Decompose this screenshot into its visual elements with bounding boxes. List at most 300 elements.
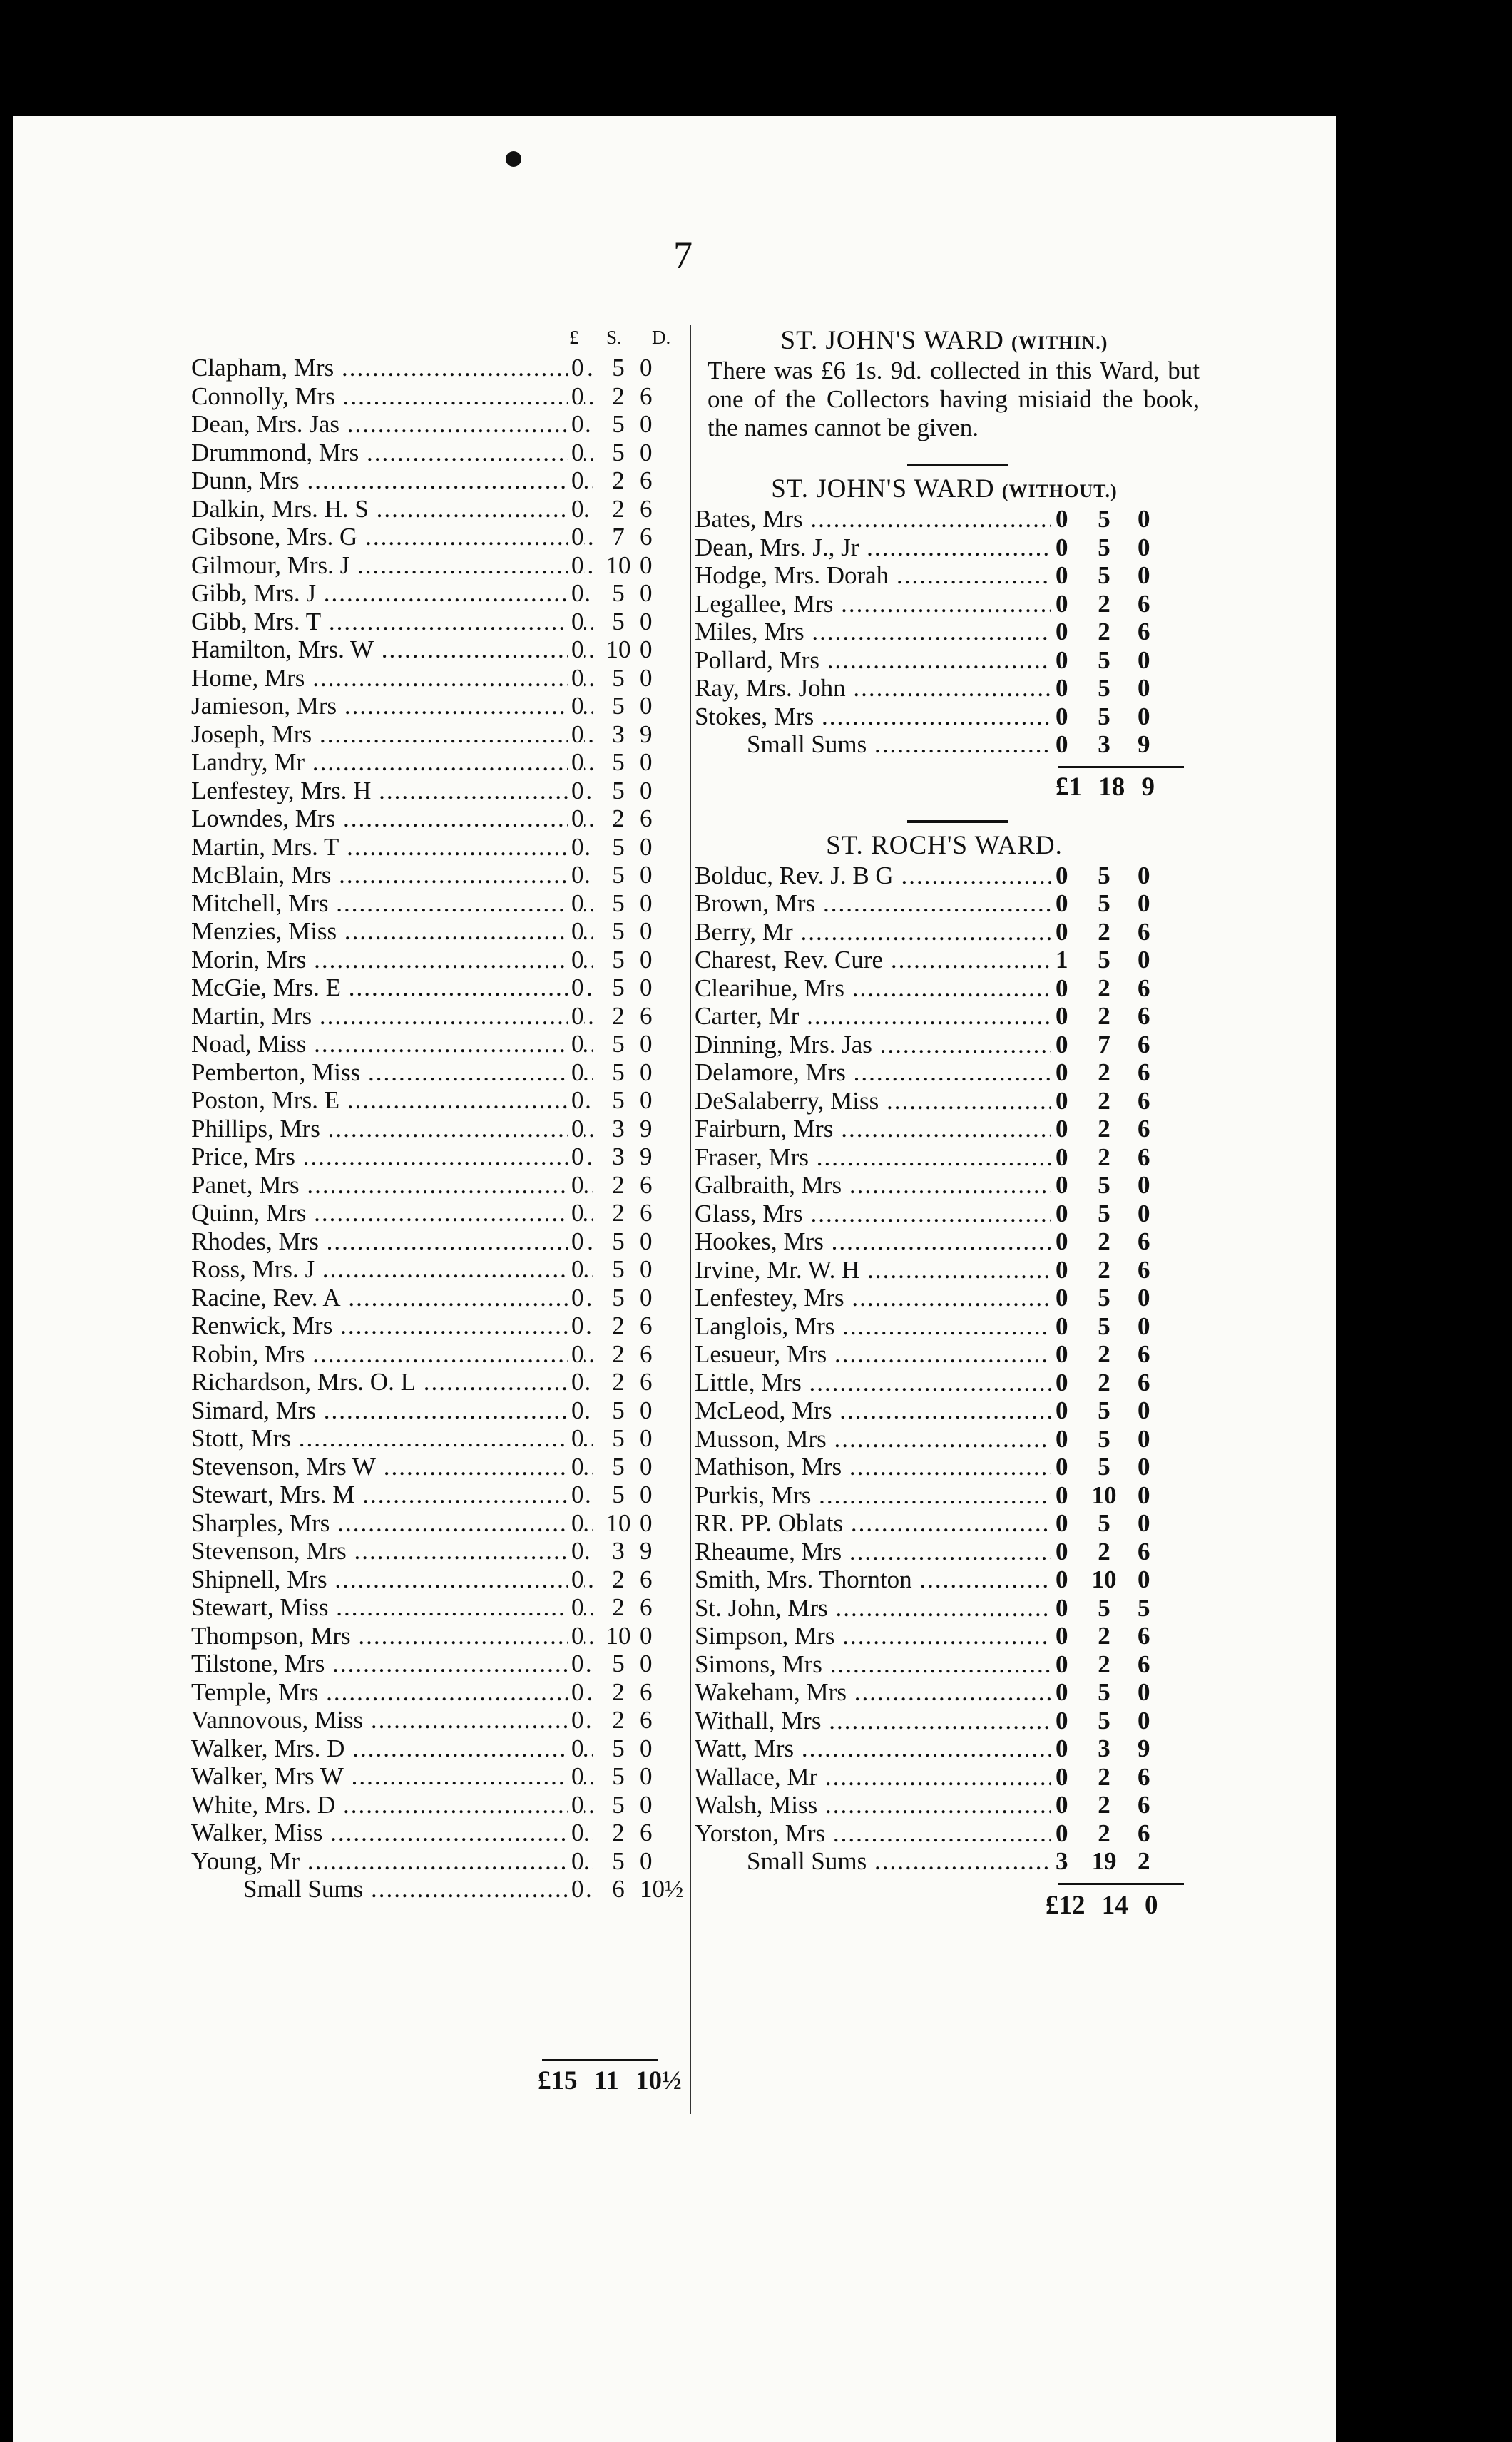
pounds-value: 0 [1053,1002,1068,1031]
subscriber-name: Dean, Mrs. Jas [191,410,340,438]
pence-value: 6 [637,1368,653,1396]
pence-value: 6 [637,1002,653,1031]
pounds-value: 0 [568,495,584,523]
subscriber-row [191,720,673,749]
shillings-value: 10 [601,551,633,580]
subscriber-row [191,946,673,974]
pounds-value: 0 [568,720,584,749]
subscriber-name-cell [191,1622,593,1650]
pounds-value: 0 [568,1791,584,1819]
shillings-value: 7 [601,523,633,551]
shillings-value: 5 [1080,505,1125,533]
subscriber-name: Vannovous, Miss [191,1706,364,1734]
shillings-value: 3 [601,1115,633,1143]
pounds-value: 0 [568,635,584,664]
pence-value: 0 [1135,703,1150,731]
ward-within-note: There was £6 1s. 9d. collected in this Ward, but one of the Collectors having misiaid the book, the names cannot be given. [708,357,1200,441]
shillings-value: 5 [601,1762,633,1791]
pence-value: 9 [637,1143,653,1171]
pounds-value: 0 [568,1002,584,1031]
shillings-value: 10 [1080,1481,1125,1510]
ward-roch-total-rule [1058,1883,1184,1885]
subscriber-name: Walker, Miss [191,1819,323,1846]
subscriber-name: Fraser, Mrs [695,1143,809,1171]
subscriber-name: Hodge, Mrs. Dorah [695,561,889,589]
ward-title-roch: ST. ROCH'S WARD. [826,830,1063,860]
shillings-value: 6 [601,1875,633,1904]
subscriber-row [695,1396,1194,1425]
subscriber-row [695,889,1194,918]
small-sums-row [191,1875,684,1904]
subscriber-row [695,590,1194,618]
shillings-value: 5 [601,946,633,974]
pounds-value: 0 [568,1650,584,1678]
subscriber-name-cell [695,590,1051,618]
pence-value: 0 [637,635,653,664]
subscriber-row [191,917,673,946]
pence-value: 0 [637,439,653,467]
subscriber-name-cell [191,1368,593,1396]
pounds-value: 0 [1053,561,1068,590]
subscriber-name: Stott, Mrs [191,1424,292,1452]
pence-value: 0 [637,1227,653,1256]
subscriber-row [695,1369,1194,1397]
subscriber-name-cell [695,646,1051,675]
pounds-value: 0 [568,1819,584,1847]
subscriber-name: Robin, Mrs [191,1339,305,1368]
shillings-value: 5 [1080,646,1125,675]
right-subscription-list [695,325,1200,1920]
shillings-value: 5 [601,861,633,889]
pounds-value: 0 [1053,1678,1068,1707]
subscriber-name: Stewart, Mrs. M [191,1481,355,1508]
subscriber-name: Yorston, Mrs [695,1819,826,1847]
shillings-value: 2 [601,382,633,411]
column-divider [690,325,691,2114]
subscriber-name-cell [191,1537,593,1565]
subscriber-name-cell [191,1143,593,1171]
pence-value: 0 [637,1791,653,1819]
shillings-value: 5 [601,354,633,382]
subscriber-name: Watt, Mrs [695,1735,795,1762]
subscriber-name-cell [191,1255,593,1284]
small-sums-row [695,1847,1194,1876]
shillings-value: 5 [601,833,633,862]
pence-value: 6 [1135,1143,1150,1172]
subscriber-name-cell [191,1481,593,1509]
subscriber-name-cell [695,1031,1051,1059]
subscriber-name: Lenfestey, Mrs [695,1284,844,1312]
subscriber-name-cell [695,1735,1051,1763]
pence-value: 6 [637,1819,653,1847]
printed-dot [506,151,521,167]
subscriber-name-cell [191,466,593,495]
pounds-value: 0 [1053,1200,1068,1228]
shillings-value: 5 [601,917,633,946]
subscriber-row [191,1847,673,1876]
shillings-value: 5 [601,579,633,608]
subscriber-name-cell [191,635,593,664]
subscriber-row [695,862,1194,890]
subscriber-name-cell [695,1396,1051,1425]
subscriber-name-cell [191,777,593,805]
pounds-value: 0 [568,1199,584,1227]
subscriber-name-cell [191,889,593,918]
subscriber-name-cell [191,720,593,749]
subscriber-name-cell [695,1847,1051,1876]
subscriber-name-cell [191,1340,593,1369]
pounds-value: 0 [1053,1312,1068,1341]
shillings-value: 2 [1080,1622,1125,1650]
pounds-value: 0 [568,1340,584,1369]
subscriber-name: Berry, Mr [695,917,793,946]
subscriber-name: Clearihue, Mrs [695,974,844,1002]
subscriber-row [695,1481,1194,1510]
shillings-value: 5 [601,692,633,720]
subscriber-name-cell [191,664,593,693]
pence-value: 0 [637,1847,653,1876]
subscriber-row [191,439,673,467]
pounds-value: 1 [1053,946,1068,974]
pence-value: 6 [1135,1087,1150,1115]
subscriber-row [695,1058,1194,1087]
pence-value: 9 [637,1537,653,1565]
pounds-value: 0 [568,1368,584,1396]
ward-without-total-value [1056,772,1155,802]
subscriber-row [695,974,1194,1003]
pence-value: 0 [1135,862,1150,890]
document-page [13,116,1336,2442]
subscriber-name-cell [191,748,593,777]
pounds-value: 0 [568,1086,584,1115]
pence-value: 6 [637,1171,653,1200]
subscriber-row [695,1538,1194,1566]
subscriber-row [695,1425,1194,1454]
pence-value: 0 [637,354,653,382]
shillings-value: 5 [1080,889,1125,918]
pence-value: 0 [637,1030,653,1058]
subscriber-name: Legallee, Mrs [695,589,834,618]
shillings-value: 2 [1080,618,1125,646]
shillings-value: 5 [601,748,633,777]
pounds-value: 0 [568,804,584,833]
subscriber-row [695,618,1194,646]
pounds-value: 0 [568,1565,584,1594]
subscriber-row [191,1819,673,1847]
subscriber-name: RR. PP. Oblats [695,1509,844,1537]
pounds-value: 0 [568,1030,584,1058]
pence-value: 9 [1135,1735,1150,1763]
pence-value: 6 [1135,1819,1150,1848]
subscriber-name-cell [695,1369,1051,1397]
shillings-value: 2 [601,495,633,523]
subscriber-name: Delamore, Mrs [695,1058,846,1086]
pounds-value: 0 [1053,1396,1068,1425]
shillings-value: 2 [601,1819,633,1847]
shillings-value: 10 [601,1509,633,1538]
subscriber-name: Mathison, Mrs [695,1453,842,1481]
subscriber-name: Galbraith, Mrs [695,1171,842,1199]
pounds-value: 0 [1053,1735,1068,1763]
pounds-value: 0 [568,410,584,439]
pence-value: 0 [1135,646,1150,675]
subscriber-row [695,1227,1194,1256]
pence-value: 6 [1135,1538,1150,1566]
shillings-value: 5 [601,1086,633,1115]
pounds-value: 0 [1053,1509,1068,1538]
subscriber-name-cell [191,1002,593,1031]
shillings-value: 5 [1080,1707,1125,1735]
pence-value: 0 [1135,561,1150,590]
subscriber-row [191,579,673,608]
subscriber-row [191,1255,673,1284]
subscriber-name-cell [695,618,1051,646]
subscriber-name: Hookes, Mrs [695,1227,824,1255]
subscriber-name: Bolduc, Rev. J. B G [695,861,894,889]
shillings-value: 5 [1080,1200,1125,1228]
subscriber-name: DeSalaberry, Miss [695,1086,879,1115]
subscriber-row [695,1115,1194,1143]
subscriber-name-cell [695,703,1051,731]
subscriber-name-cell [695,1538,1051,1566]
pence-value: 6 [1135,1031,1150,1059]
subscriber-row [191,495,673,523]
shillings-value: 2 [601,1368,633,1396]
pence-value: 0 [1135,533,1150,562]
pence-value: 0 [1135,1312,1150,1341]
pence-value: 0 [1135,1678,1150,1707]
pence-value: 0 [637,1284,653,1312]
subscriber-name-cell [695,1312,1051,1341]
left-total-pence: 10½ [635,2066,682,2095]
shillings-value: 2 [1080,590,1125,618]
pounds-value: 0 [1053,533,1068,562]
pence-value: 0 [637,1396,653,1425]
subscriber-name-cell [695,1284,1051,1312]
shillings-value: 5 [601,608,633,636]
shillings-value: 2 [1080,1143,1125,1172]
pounds-value: 0 [568,1875,584,1904]
pence-value: 0 [637,664,653,693]
subscriber-name-cell [191,579,593,608]
subscriber-row [695,1312,1194,1341]
subscriber-name-cell [191,523,593,551]
pence-value: 0 [1135,674,1150,703]
pounds-value: 0 [1053,1031,1068,1059]
pence-value: 6 [1135,1791,1150,1819]
pounds-value: 0 [568,1227,584,1256]
shillings-value: 5 [601,777,633,805]
subscriber-row [191,833,673,862]
shillings-value: 5 [1080,946,1125,974]
subscriber-name-cell [695,1171,1051,1200]
shillings-value: 2 [1080,1819,1125,1848]
subscriber-name: Landry, Mr [191,748,305,776]
pence-header: D. [652,327,671,348]
subscriber-name-cell [191,1284,593,1312]
subscriber-name: Small Sums [243,1875,364,1903]
subscriber-name-cell [191,1086,593,1115]
pounds-value: 0 [1053,1425,1068,1454]
subscriber-row [695,1565,1194,1594]
subscriber-row [695,1087,1194,1115]
subscriber-row [191,1706,673,1735]
shillings-value: 5 [601,1735,633,1763]
subscriber-row [695,1791,1194,1819]
subscriber-name-cell [191,1819,593,1847]
pounds-header: £ [569,327,579,348]
subscriber-name-cell [191,833,593,862]
subscriber-name-cell [695,1058,1051,1087]
page-number: 7 [673,234,693,277]
shillings-value: 2 [1080,1256,1125,1284]
pence-value: 0 [637,946,653,974]
pence-value: 0 [637,1424,653,1453]
pence-value: 6 [1135,618,1150,646]
pence-value: 6 [1135,1115,1150,1143]
shillings-value: 2 [601,1002,633,1031]
subscriber-name-cell [191,1396,593,1425]
subscriber-name: Young, Mr [191,1846,300,1875]
subscriber-name-cell [191,1593,593,1622]
shillings-value: 10 [601,635,633,664]
subscriber-name-cell [191,439,593,467]
pounds-value: 0 [1053,1115,1068,1143]
subscriber-name-cell [191,804,593,833]
subscriber-name: McBlain, Mrs [191,861,332,889]
subscriber-name: McLeod, Mrs [695,1396,832,1424]
subscriber-name-cell [191,1199,593,1227]
shillings-value: 5 [601,1424,633,1453]
subscriber-name: McGie, Mrs. E [191,974,341,1001]
pounds-value: 0 [568,1284,584,1312]
subscriber-name-cell [191,1509,593,1538]
subscriber-name: White, Mrs. D [191,1790,336,1819]
subscriber-name: Noad, Miss [191,1030,307,1058]
subscriber-name-cell [695,1340,1051,1369]
shillings-value: 2 [601,1171,633,1200]
subscriber-name-cell [695,533,1051,562]
shillings-value: 5 [601,1847,633,1876]
subscriber-name: Wallace, Mr [695,1762,818,1791]
shillings-value: 5 [1080,703,1125,731]
subscriber-row [191,1368,673,1396]
subscriber-row [191,1143,673,1171]
pounds-value: 0 [568,1396,584,1425]
shillings-value: 2 [1080,1087,1125,1115]
pence-value: 0 [1135,1565,1150,1594]
pounds-value: 0 [568,1481,584,1509]
shillings-value: 2 [601,1199,633,1227]
subscriber-name-cell [695,1622,1051,1650]
subscriber-row [191,1312,673,1340]
subscriber-name: Pollard, Mrs [695,645,819,674]
subscriber-row [191,382,673,411]
subscriber-name: Home, Mrs [191,663,305,692]
subscriber-row [695,1002,1194,1031]
subscriber-row [191,466,673,495]
subscriber-name: Ray, Mrs. John [695,674,846,702]
shillings-value: 7 [1080,1031,1125,1059]
column-headers [191,325,673,354]
pence-value: 0 [637,1650,653,1678]
subscriber-name: Martin, Mrs [191,1001,312,1030]
shillings-value: 5 [601,1481,633,1509]
pounds-value: 0 [568,1255,584,1284]
pounds-value: 0 [568,664,584,693]
shillings-value: 2 [1080,1369,1125,1397]
subscriber-name: Shipnell, Mrs [191,1565,327,1593]
pence-value: 0 [1135,1481,1150,1510]
pounds-value: 0 [568,692,584,720]
pounds-value: 0 [568,1509,584,1538]
subscriber-row [695,533,1194,562]
subscriber-row [695,674,1194,703]
subscriber-name-cell [695,1087,1051,1115]
ward-without-total-pence: 9 [1141,772,1155,802]
pence-value: 0 [1135,1453,1150,1481]
ward-title-within-qualifier: (WITHIN.) [1011,332,1108,353]
subscriber-row [191,523,673,551]
pounds-value: 0 [568,579,584,608]
subscriber-name: Walker, Mrs. D [191,1734,345,1762]
shillings-value: 2 [1080,918,1125,946]
shillings-value: 5 [601,1791,633,1819]
subscriber-name: Withall, Mrs [695,1706,822,1735]
pence-value: 0 [1135,1200,1150,1228]
subscriber-name: Menzies, Miss [191,917,337,945]
pounds-value: 0 [1053,1594,1068,1623]
subscriber-name: Dalkin, Mrs. H. S [191,494,369,523]
subscriber-row [191,1593,673,1622]
subscriber-row [191,692,673,720]
subscriber-name: St. John, Mrs [695,1593,828,1622]
shillings-value: 2 [1080,1650,1125,1679]
subscriber-name: Connolly, Mrs [191,382,335,410]
subscriber-row [191,1340,673,1369]
subscriber-row [191,410,673,439]
shillings-value: 5 [601,1058,633,1087]
ward-without-total [695,759,1194,802]
subscriber-name-cell [695,1509,1051,1538]
pence-value: 5 [1135,1594,1150,1623]
pounds-value: 0 [1053,1622,1068,1650]
subscriber-name-cell [191,1791,593,1819]
subscriber-row [695,918,1194,946]
subscriber-name: Smith, Mrs. Thornton [695,1565,912,1593]
pounds-value: 0 [568,1115,584,1143]
subscriber-name: Hamilton, Mrs. W [191,635,374,663]
subscriber-name-cell [191,1030,593,1058]
subscriber-row [695,1143,1194,1172]
shillings-value: 3 [601,720,633,749]
subscriber-name: Martin, Mrs. T [191,832,339,861]
subscriber-name: Miles, Mrs [695,618,804,645]
pounds-value: 0 [1053,674,1068,703]
subscriber-row [695,703,1194,731]
subscriber-name: Wakeham, Mrs [695,1678,847,1706]
subscriber-row [695,1819,1194,1848]
subscriber-row [191,1481,673,1509]
shillings-value: 3 [601,1143,633,1171]
ward-title-without [695,474,1194,505]
subscriber-name: Carter, Mr [695,1002,800,1030]
pounds-value: 0 [1053,1650,1068,1679]
subscriber-row [191,974,673,1002]
shillings-value: 5 [601,1227,633,1256]
pence-value: 0 [637,551,653,580]
subscriber-name-cell [695,1678,1051,1707]
